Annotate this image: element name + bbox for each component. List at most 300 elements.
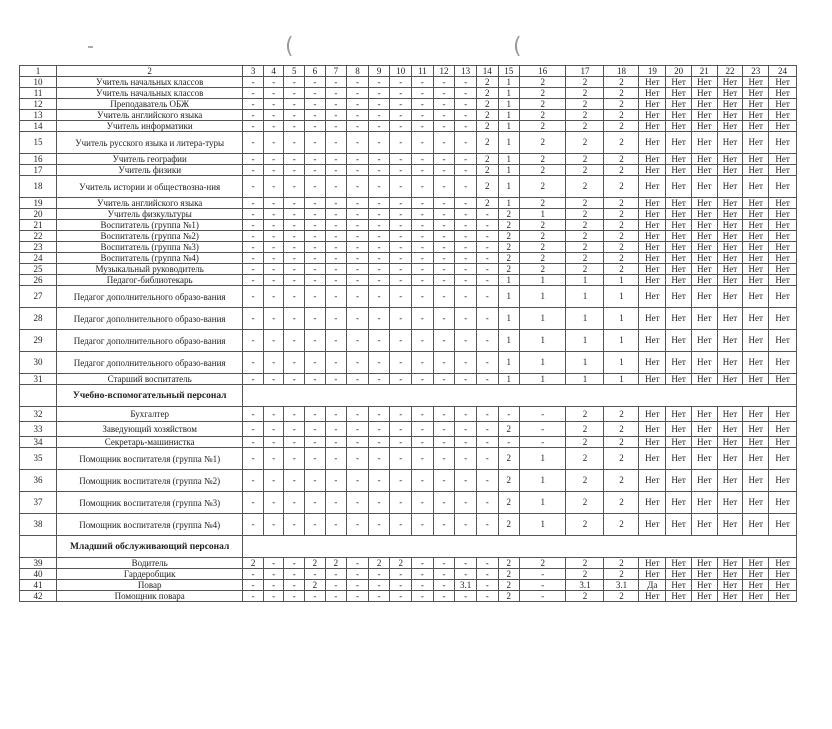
value-cell: Нет bbox=[743, 176, 769, 198]
value-cell: - bbox=[325, 220, 347, 231]
value-cell: - bbox=[433, 330, 455, 352]
value-cell: Нет bbox=[666, 264, 692, 275]
value-cell: Нет bbox=[666, 242, 692, 253]
value-cell: - bbox=[347, 286, 369, 308]
value-cell: - bbox=[433, 352, 455, 374]
value-cell: 2 bbox=[604, 198, 639, 209]
column-number-cell: 4 bbox=[263, 66, 284, 77]
value-cell: - bbox=[305, 176, 326, 198]
value-cell: - bbox=[284, 220, 305, 231]
value-cell: - bbox=[284, 264, 305, 275]
value-cell: - bbox=[243, 110, 264, 121]
value-cell: 1 bbox=[498, 286, 520, 308]
value-cell: - bbox=[412, 88, 434, 99]
value-cell: - bbox=[433, 231, 455, 242]
row-number-cell: 41 bbox=[20, 580, 57, 591]
value-cell: 2 bbox=[520, 220, 566, 231]
value-cell: - bbox=[347, 591, 369, 602]
value-cell: - bbox=[368, 437, 390, 448]
column-number-cell: 17 bbox=[566, 66, 604, 77]
value-cell: Нет bbox=[666, 165, 692, 176]
value-cell: - bbox=[305, 121, 326, 132]
row-number-cell: 20 bbox=[20, 209, 57, 220]
value-cell: 1 bbox=[498, 165, 520, 176]
column-number-cell: 24 bbox=[769, 66, 797, 77]
column-number-cell: 19 bbox=[639, 66, 666, 77]
value-cell: - bbox=[368, 514, 390, 536]
row-number-cell: 37 bbox=[20, 492, 57, 514]
scan-artifact-right: ( bbox=[513, 34, 522, 59]
value-cell: - bbox=[476, 448, 498, 470]
row-number-cell: 38 bbox=[20, 514, 57, 536]
value-cell: - bbox=[455, 121, 477, 132]
value-cell: 2 bbox=[604, 470, 639, 492]
value-cell: 3.1 bbox=[604, 580, 639, 591]
value-cell: - bbox=[305, 253, 326, 264]
value-cell: - bbox=[455, 437, 477, 448]
value-cell: - bbox=[284, 569, 305, 580]
value-cell: Нет bbox=[691, 88, 717, 99]
value-cell: Нет bbox=[769, 308, 797, 330]
value-cell: 2 bbox=[498, 558, 520, 569]
value-cell: 1 bbox=[498, 110, 520, 121]
value-cell: - bbox=[433, 591, 455, 602]
row-number-cell: 13 bbox=[20, 110, 57, 121]
position-name-cell: Педагог-библиотекарь bbox=[57, 275, 243, 286]
table-row bbox=[20, 88, 797, 99]
value-cell: - bbox=[347, 470, 369, 492]
value-cell: - bbox=[284, 470, 305, 492]
value-cell: 2 bbox=[604, 407, 639, 422]
value-cell: 2 bbox=[604, 132, 639, 154]
value-cell: 2 bbox=[566, 220, 604, 231]
value-cell: Нет bbox=[666, 308, 692, 330]
value-cell: - bbox=[263, 231, 284, 242]
value-cell: - bbox=[263, 242, 284, 253]
value-cell: 3.1 bbox=[566, 580, 604, 591]
value-cell: Нет bbox=[666, 231, 692, 242]
value-cell: - bbox=[263, 121, 284, 132]
value-cell: 2 bbox=[498, 209, 520, 220]
value-cell: - bbox=[368, 220, 390, 231]
value-cell: - bbox=[284, 275, 305, 286]
value-cell: Нет bbox=[743, 470, 769, 492]
value-cell: - bbox=[433, 569, 455, 580]
value-cell: Нет bbox=[717, 492, 743, 514]
value-cell: - bbox=[305, 99, 326, 110]
value-cell: 2 bbox=[566, 492, 604, 514]
value-cell: - bbox=[263, 352, 284, 374]
value-cell: - bbox=[325, 209, 347, 220]
value-cell: Нет bbox=[717, 231, 743, 242]
value-cell: - bbox=[455, 88, 477, 99]
value-cell: Нет bbox=[743, 242, 769, 253]
value-cell: Нет bbox=[717, 308, 743, 330]
value-cell: 2 bbox=[498, 492, 520, 514]
value-cell: - bbox=[476, 308, 498, 330]
value-cell: 2 bbox=[604, 558, 639, 569]
value-cell: 2 bbox=[604, 220, 639, 231]
value-cell: Нет bbox=[743, 77, 769, 88]
table-row bbox=[20, 154, 797, 165]
value-cell: - bbox=[263, 132, 284, 154]
value-cell: - bbox=[284, 422, 305, 437]
value-cell: - bbox=[347, 231, 369, 242]
table-row bbox=[20, 77, 797, 88]
position-name-cell: Учитель русского языка и литера-туры bbox=[57, 132, 243, 154]
value-cell: - bbox=[243, 374, 264, 385]
value-cell: - bbox=[305, 198, 326, 209]
position-name-cell: Учитель физики bbox=[57, 165, 243, 176]
value-cell: - bbox=[390, 407, 412, 422]
value-cell: Нет bbox=[743, 231, 769, 242]
value-cell: - bbox=[284, 209, 305, 220]
value-cell: Нет bbox=[717, 88, 743, 99]
empty-cell bbox=[20, 536, 57, 558]
column-number-cell: 6 bbox=[305, 66, 326, 77]
value-cell: - bbox=[305, 286, 326, 308]
position-name-cell: Учитель истории и обществозна-ния bbox=[57, 176, 243, 198]
value-cell: 2 bbox=[566, 132, 604, 154]
value-cell: - bbox=[412, 198, 434, 209]
value-cell: - bbox=[412, 407, 434, 422]
value-cell: Нет bbox=[691, 591, 717, 602]
value-cell: Нет bbox=[691, 77, 717, 88]
value-cell: - bbox=[368, 198, 390, 209]
value-cell: - bbox=[412, 99, 434, 110]
value-cell: - bbox=[284, 77, 305, 88]
value-cell: - bbox=[325, 448, 347, 470]
value-cell: Нет bbox=[666, 352, 692, 374]
value-cell: Нет bbox=[769, 286, 797, 308]
value-cell: Нет bbox=[769, 275, 797, 286]
value-cell: 2 bbox=[243, 558, 264, 569]
column-number-cell: 12 bbox=[433, 66, 455, 77]
value-cell: - bbox=[325, 165, 347, 176]
value-cell: - bbox=[347, 209, 369, 220]
table-row bbox=[20, 121, 797, 132]
value-cell: Нет bbox=[691, 448, 717, 470]
value-cell: - bbox=[347, 422, 369, 437]
value-cell: 2 bbox=[566, 591, 604, 602]
value-cell: 2 bbox=[566, 176, 604, 198]
value-cell: - bbox=[305, 591, 326, 602]
value-cell: - bbox=[243, 231, 264, 242]
position-name-cell: Помощник воспитателя (группа №2) bbox=[57, 470, 243, 492]
value-cell: - bbox=[476, 231, 498, 242]
value-cell: 1 bbox=[520, 275, 566, 286]
value-cell: Нет bbox=[666, 437, 692, 448]
value-cell: Нет bbox=[769, 209, 797, 220]
value-cell: Нет bbox=[717, 352, 743, 374]
value-cell: 2 bbox=[604, 110, 639, 121]
value-cell: - bbox=[433, 110, 455, 121]
position-name-cell: Воспитатель (группа №4) bbox=[57, 253, 243, 264]
table-row bbox=[20, 422, 797, 437]
row-number-cell: 12 bbox=[20, 99, 57, 110]
value-cell: - bbox=[263, 176, 284, 198]
value-cell: - bbox=[412, 176, 434, 198]
value-cell: Нет bbox=[769, 242, 797, 253]
value-cell: 1 bbox=[520, 448, 566, 470]
value-cell: Нет bbox=[717, 253, 743, 264]
column-number-cell: 22 bbox=[717, 66, 743, 77]
value-cell: - bbox=[325, 352, 347, 374]
value-cell: Нет bbox=[717, 110, 743, 121]
value-cell: Нет bbox=[639, 286, 666, 308]
value-cell: - bbox=[433, 514, 455, 536]
value-cell: - bbox=[325, 132, 347, 154]
value-cell: - bbox=[476, 407, 498, 422]
value-cell: - bbox=[284, 132, 305, 154]
row-number-cell: 21 bbox=[20, 220, 57, 231]
value-cell: - bbox=[347, 99, 369, 110]
value-cell: - bbox=[263, 253, 284, 264]
row-number-cell: 15 bbox=[20, 132, 57, 154]
value-cell: - bbox=[433, 220, 455, 231]
value-cell: Нет bbox=[717, 264, 743, 275]
value-cell: - bbox=[263, 591, 284, 602]
value-cell: 2 bbox=[520, 264, 566, 275]
value-cell: Нет bbox=[769, 374, 797, 385]
value-cell: 1 bbox=[498, 99, 520, 110]
value-cell: Нет bbox=[769, 154, 797, 165]
value-cell: - bbox=[390, 110, 412, 121]
value-cell: - bbox=[305, 448, 326, 470]
value-cell: Нет bbox=[717, 437, 743, 448]
value-cell: 2 bbox=[604, 448, 639, 470]
value-cell: - bbox=[263, 422, 284, 437]
value-cell: 3.1 bbox=[455, 580, 477, 591]
value-cell: Нет bbox=[743, 132, 769, 154]
value-cell: - bbox=[263, 165, 284, 176]
position-name-cell: Учитель информатики bbox=[57, 121, 243, 132]
value-cell: - bbox=[325, 198, 347, 209]
value-cell: - bbox=[390, 470, 412, 492]
column-number-cell: 10 bbox=[390, 66, 412, 77]
value-cell: Нет bbox=[769, 88, 797, 99]
value-cell: 1 bbox=[498, 352, 520, 374]
hazard-assessment-table bbox=[19, 65, 797, 602]
value-cell: - bbox=[263, 470, 284, 492]
value-cell: - bbox=[347, 88, 369, 99]
value-cell: - bbox=[347, 558, 369, 569]
value-cell: - bbox=[368, 275, 390, 286]
value-cell: - bbox=[476, 558, 498, 569]
value-cell: - bbox=[347, 580, 369, 591]
value-cell: - bbox=[325, 264, 347, 275]
value-cell: - bbox=[476, 374, 498, 385]
value-cell: - bbox=[368, 110, 390, 121]
value-cell: - bbox=[433, 422, 455, 437]
value-cell: 2 bbox=[476, 198, 498, 209]
value-cell: - bbox=[243, 154, 264, 165]
position-name-cell: Учитель физкультуры bbox=[57, 209, 243, 220]
value-cell: - bbox=[243, 264, 264, 275]
value-cell: - bbox=[390, 492, 412, 514]
value-cell: - bbox=[368, 407, 390, 422]
column-number-cell: 2 bbox=[57, 66, 243, 77]
value-cell: - bbox=[390, 132, 412, 154]
value-cell: - bbox=[325, 437, 347, 448]
value-cell: - bbox=[243, 330, 264, 352]
value-cell: 1 bbox=[498, 154, 520, 165]
value-cell: - bbox=[368, 580, 390, 591]
value-cell: - bbox=[305, 437, 326, 448]
column-number-cell: 14 bbox=[476, 66, 498, 77]
value-cell: - bbox=[390, 121, 412, 132]
value-cell: - bbox=[243, 569, 264, 580]
value-cell: - bbox=[243, 352, 264, 374]
value-cell: 2 bbox=[604, 99, 639, 110]
value-cell: Нет bbox=[717, 569, 743, 580]
value-cell: 1 bbox=[498, 275, 520, 286]
row-number-cell: 19 bbox=[20, 198, 57, 209]
value-cell: Нет bbox=[769, 121, 797, 132]
value-cell: 2 bbox=[566, 165, 604, 176]
value-cell: - bbox=[243, 422, 264, 437]
value-cell: - bbox=[368, 352, 390, 374]
value-cell: Нет bbox=[691, 99, 717, 110]
value-cell: Нет bbox=[691, 437, 717, 448]
table-row bbox=[20, 198, 797, 209]
column-number-cell: 18 bbox=[604, 66, 639, 77]
value-cell: - bbox=[325, 176, 347, 198]
value-cell: - bbox=[476, 422, 498, 437]
value-cell: - bbox=[347, 275, 369, 286]
value-cell: Нет bbox=[666, 176, 692, 198]
value-cell: - bbox=[455, 198, 477, 209]
value-cell: Нет bbox=[717, 99, 743, 110]
value-cell: 1 bbox=[520, 492, 566, 514]
table-row bbox=[20, 209, 797, 220]
value-cell: - bbox=[347, 514, 369, 536]
value-cell: - bbox=[325, 154, 347, 165]
value-cell: - bbox=[433, 492, 455, 514]
value-cell: - bbox=[243, 99, 264, 110]
value-cell: - bbox=[390, 209, 412, 220]
value-cell: - bbox=[263, 407, 284, 422]
value-cell: - bbox=[263, 99, 284, 110]
value-cell: - bbox=[412, 231, 434, 242]
value-cell: Нет bbox=[666, 132, 692, 154]
value-cell: - bbox=[284, 88, 305, 99]
value-cell: - bbox=[455, 132, 477, 154]
value-cell: Нет bbox=[691, 569, 717, 580]
value-cell: Нет bbox=[691, 253, 717, 264]
column-number-row bbox=[20, 66, 797, 77]
value-cell: 1 bbox=[498, 132, 520, 154]
value-cell: - bbox=[325, 88, 347, 99]
value-cell: - bbox=[455, 110, 477, 121]
value-cell: 2 bbox=[566, 110, 604, 121]
value-cell: 1 bbox=[498, 198, 520, 209]
value-cell: Нет bbox=[639, 514, 666, 536]
value-cell: - bbox=[433, 154, 455, 165]
position-name-cell: Учитель начальных классов bbox=[57, 88, 243, 99]
value-cell: Нет bbox=[666, 110, 692, 121]
value-cell: - bbox=[368, 492, 390, 514]
value-cell: 2 bbox=[520, 110, 566, 121]
value-cell: Нет bbox=[717, 591, 743, 602]
value-cell: - bbox=[368, 569, 390, 580]
value-cell: - bbox=[433, 99, 455, 110]
value-cell: - bbox=[412, 220, 434, 231]
column-number-cell: 13 bbox=[455, 66, 477, 77]
value-cell: - bbox=[284, 231, 305, 242]
value-cell: Нет bbox=[639, 99, 666, 110]
value-cell: - bbox=[390, 569, 412, 580]
value-cell: Нет bbox=[639, 165, 666, 176]
value-cell: Нет bbox=[666, 448, 692, 470]
position-name-cell: Учитель английского языка bbox=[57, 198, 243, 209]
table-row bbox=[20, 99, 797, 110]
value-cell: - bbox=[390, 352, 412, 374]
value-cell: Нет bbox=[769, 580, 797, 591]
value-cell: - bbox=[284, 514, 305, 536]
position-name-cell: Бухгалтер bbox=[57, 407, 243, 422]
value-cell: - bbox=[455, 330, 477, 352]
value-cell: Нет bbox=[691, 121, 717, 132]
table-row bbox=[20, 176, 797, 198]
value-cell: - bbox=[325, 422, 347, 437]
value-cell: Нет bbox=[717, 165, 743, 176]
value-cell: - bbox=[520, 580, 566, 591]
column-number-cell: 8 bbox=[347, 66, 369, 77]
value-cell: Нет bbox=[691, 470, 717, 492]
value-cell: - bbox=[305, 514, 326, 536]
value-cell: - bbox=[347, 569, 369, 580]
value-cell: - bbox=[455, 264, 477, 275]
value-cell: Нет bbox=[717, 220, 743, 231]
column-number-cell: 9 bbox=[368, 66, 390, 77]
value-cell: - bbox=[368, 99, 390, 110]
value-cell: Нет bbox=[717, 514, 743, 536]
value-cell: Нет bbox=[666, 569, 692, 580]
value-cell: Нет bbox=[666, 492, 692, 514]
value-cell: - bbox=[520, 407, 566, 422]
value-cell: - bbox=[433, 275, 455, 286]
value-cell: - bbox=[325, 580, 347, 591]
value-cell: - bbox=[347, 110, 369, 121]
value-cell: 2 bbox=[498, 448, 520, 470]
value-cell: - bbox=[243, 88, 264, 99]
value-cell: Нет bbox=[769, 165, 797, 176]
value-cell: 2 bbox=[520, 77, 566, 88]
value-cell: - bbox=[243, 437, 264, 448]
value-cell: 2 bbox=[305, 558, 326, 569]
column-number-cell: 20 bbox=[666, 66, 692, 77]
value-cell: - bbox=[476, 492, 498, 514]
position-name-cell: Преподаватель ОБЖ bbox=[57, 99, 243, 110]
value-cell: - bbox=[305, 77, 326, 88]
value-cell: - bbox=[325, 374, 347, 385]
table-row bbox=[20, 253, 797, 264]
row-number-cell: 31 bbox=[20, 374, 57, 385]
value-cell: - bbox=[284, 374, 305, 385]
value-cell: Нет bbox=[639, 492, 666, 514]
position-name-cell: Помощник воспитателя (группа №1) bbox=[57, 448, 243, 470]
value-cell: - bbox=[368, 330, 390, 352]
value-cell: 1 bbox=[498, 308, 520, 330]
value-cell: - bbox=[263, 275, 284, 286]
value-cell: - bbox=[412, 165, 434, 176]
row-number-cell: 17 bbox=[20, 165, 57, 176]
value-cell: - bbox=[455, 558, 477, 569]
column-number-cell: 5 bbox=[284, 66, 305, 77]
value-cell: Нет bbox=[666, 253, 692, 264]
value-cell: - bbox=[347, 121, 369, 132]
